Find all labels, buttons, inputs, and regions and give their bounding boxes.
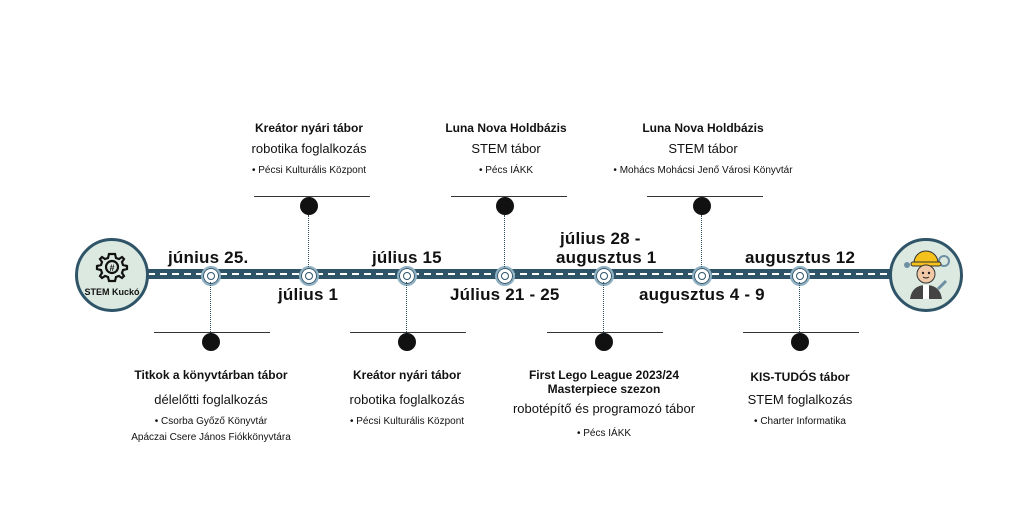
date-aug4: augusztus 4 - 9 (639, 285, 765, 304)
bottom-connector-1 (210, 282, 211, 334)
date-jul15: július 15 (372, 248, 442, 267)
event-subtitle: robotika foglalkozás (349, 392, 465, 407)
date-jul28-line1: július 28 - (560, 229, 641, 248)
event-bottom-kreator (350, 368, 465, 430)
bottom-connector-4 (799, 282, 800, 334)
date-jul21: Július 21 - 25 (450, 285, 560, 304)
top-connector-3 (701, 215, 702, 267)
event-subtitle: robotika foglalkozás (251, 141, 367, 156)
gear-icon (95, 250, 129, 284)
event-title: Kreátor nyári tábor (352, 368, 462, 382)
top-connector-2 (504, 215, 505, 267)
top-marker-3 (693, 197, 711, 215)
date-aug12: augusztus 12 (745, 248, 856, 267)
bottom-divider-4 (743, 332, 859, 333)
bottom-marker-3 (595, 333, 613, 351)
event-title-line2: Masterpiece szezon (547, 382, 661, 396)
engineer-avatar (889, 238, 963, 312)
event-location: • Mohács Mohácsi Jenő Városi Könyvtár (613, 165, 793, 176)
bottom-connector-2 (406, 282, 407, 334)
top-connector-1 (308, 215, 309, 267)
event-top-kreator (252, 121, 367, 179)
timeline-node-jul28 (594, 266, 614, 286)
bottom-divider-3 (547, 332, 663, 333)
date-jun25: június 25. (168, 248, 249, 267)
event-subtitle: délelőtti foglalkozás (154, 392, 268, 407)
event-bottom-kis-tudos (748, 370, 853, 430)
event-subtitle: STEM tábor (471, 141, 541, 156)
bottom-divider-1 (154, 332, 270, 333)
event-title: Titkok a könyvtárban tábor (134, 368, 288, 382)
event-bottom-first-lego (513, 368, 695, 442)
event-location-line2: Apáczai Csere János Fiókkönyvtára (131, 432, 291, 443)
stem-kucko-logo (75, 238, 149, 312)
event-top-luna-nova-mohacs (613, 121, 792, 179)
bottom-marker-2 (398, 333, 416, 351)
event-subtitle: STEM foglalkozás (747, 392, 853, 407)
timeline-node-jun25 (201, 266, 221, 286)
timeline-node-jul1 (299, 266, 319, 286)
timeline-node-jul15 (397, 266, 417, 286)
event-location: • Pécsi Kulturális Központ (251, 165, 367, 176)
timeline-node-aug4 (692, 266, 712, 286)
bottom-connector-3 (603, 282, 604, 334)
event-location: • Csorba Győző Könyvtár (154, 416, 268, 427)
logo-label: STEM Kuckó (84, 287, 140, 297)
event-location: • Pécs IÁKK (576, 428, 632, 439)
svg-text:#: # (109, 263, 115, 273)
top-marker-1 (300, 197, 318, 215)
event-title: Kreátor nyári tábor (254, 121, 364, 135)
timeline-node-jul21 (495, 266, 515, 286)
bottom-marker-4 (791, 333, 809, 351)
event-location: • Pécsi Kulturális Központ (349, 416, 465, 427)
event-subtitle: robotépítő és programozó tábor (512, 401, 696, 416)
event-location: • Charter Informatika (754, 416, 846, 427)
event-title-line1: First Lego League 2023/24 (528, 368, 680, 382)
date-jul1: július 1 (278, 285, 339, 304)
event-location: • Pécs IÁKK (478, 165, 534, 176)
top-marker-2 (496, 197, 514, 215)
event-top-luna-nova-pecs (445, 121, 566, 179)
event-title: Luna Nova Holdbázis (445, 121, 567, 135)
bottom-divider-2 (350, 332, 466, 333)
bottom-marker-1 (202, 333, 220, 351)
top-divider-2 (451, 196, 567, 197)
event-bottom-titkok (131, 368, 291, 446)
event-subtitle: STEM tábor (668, 141, 738, 156)
event-title: KIS-TUDÓS tábor (750, 370, 850, 384)
event-title: Luna Nova Holdbázis (642, 121, 764, 135)
date-jul28-line2: augusztus 1 (556, 248, 657, 267)
timeline-node-aug12 (790, 266, 810, 286)
engineer-icon (894, 243, 958, 307)
